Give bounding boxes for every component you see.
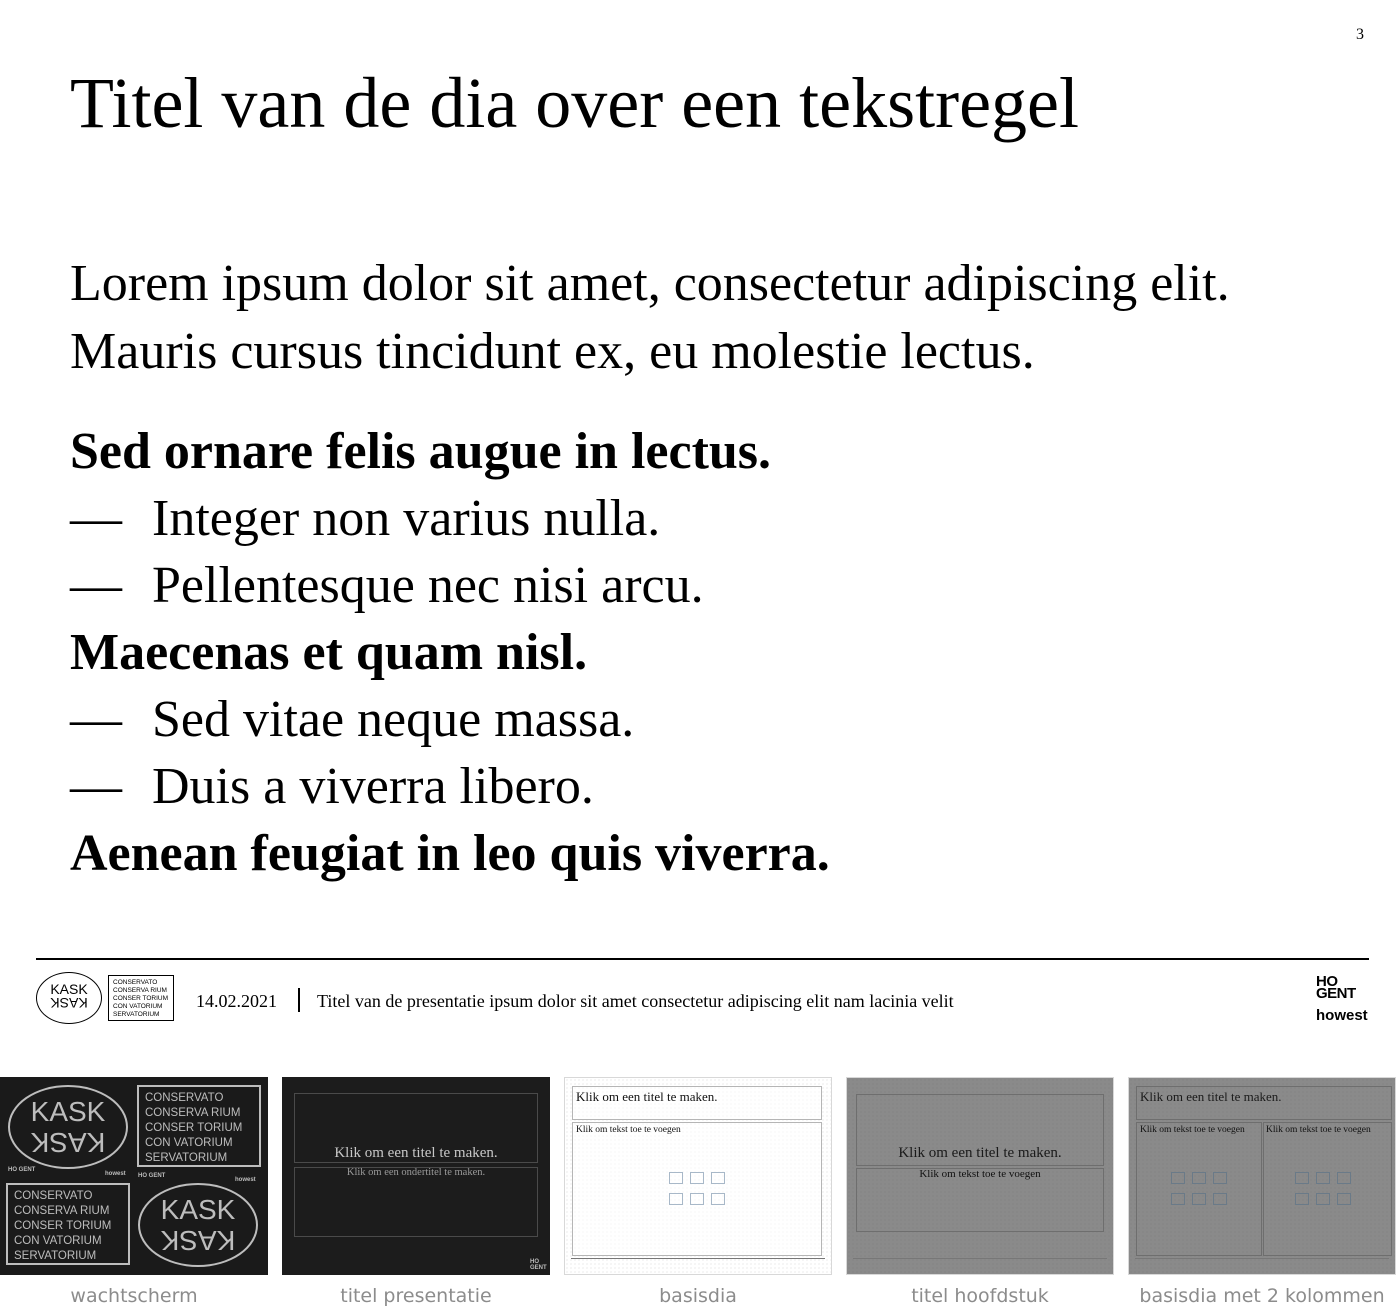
slide-intro[interactable]: Lorem ipsum dolor sit amet, consectetur adipiscing elit. Mauris cursus tincidunt ex, eu molestie lectus.: [70, 255, 1230, 380]
layout-thumbnail-titel-hoofdstuk[interactable]: [846, 1077, 1114, 1275]
bold-heading: Aenean feugiat in leo quis viverra.: [70, 825, 830, 882]
picture-icon: [669, 1193, 683, 1205]
placeholder-body-right: Klik om tekst toe te voegen: [1266, 1125, 1371, 1135]
smartart-icon: [1337, 1172, 1351, 1184]
mini-footer: [1135, 1258, 1389, 1270]
chart-icon: [1316, 1172, 1330, 1184]
placeholder-body: Klik om tekst toe te voegen: [576, 1125, 681, 1135]
bullet-item: — Integer non varius nulla.: [70, 485, 1330, 552]
bullet-item: — Sed vitae neque massa.: [70, 686, 1330, 753]
hogent-logo: HO GENT: [1316, 973, 1356, 1002]
bold-heading: Sed ornare felis augue in lectus.: [70, 423, 772, 480]
insert-content-icons: [1295, 1172, 1351, 1208]
placeholder-subtitle: Klik om een ondertitel te maken.: [346, 1167, 486, 1178]
footer-separator: [298, 988, 300, 1012]
hogent-logo: HO GENT: [8, 1167, 36, 1173]
slide-number: 3: [1356, 26, 1364, 43]
layout-thumbnail-basisdia[interactable]: [564, 1077, 832, 1275]
howest-logo: howest: [235, 1177, 256, 1183]
layout-label: wachtscherm: [70, 1285, 198, 1307]
conservatorium-logo: CONSERVATO CONSERVA RIUM CONSER TORIUM CON VATORIUM SERVATORIUM: [137, 1085, 261, 1167]
smartart-icon: [1213, 1172, 1227, 1184]
placeholder-body-left: Klik om tekst toe te voegen: [1140, 1125, 1245, 1135]
placeholder-body: Klik om tekst toe te voegen: [919, 1168, 1041, 1180]
dash-bullet: —: [70, 557, 122, 614]
conservatorium-logo: CONSERVATO CONSERVA RIUM CONSER TORIUM CON VATORIUM SERVATORIUM: [108, 975, 174, 1021]
kask-logo: KASK KASK: [138, 1183, 258, 1267]
bullet-item: — Pellentesque nec nisi arcu.: [70, 552, 1330, 619]
bullet-item: — Duis a viverra libero.: [70, 753, 1330, 820]
howest-logo: howest: [105, 1171, 126, 1177]
layout-label: titel hoofdstuk: [911, 1285, 1049, 1307]
howest-logo: howest: [1316, 1007, 1368, 1024]
footer-presentation-title: Titel van de presentatie ipsum dolor sit amet consectetur adipiscing elit nam lacinia velit: [317, 991, 954, 1011]
placeholder-title: Klik om een titel te maken.: [334, 1145, 498, 1161]
chart-icon: [690, 1172, 704, 1184]
layout-label: basisdia: [659, 1285, 737, 1307]
dash-bullet: —: [70, 758, 122, 815]
chart-icon: [1192, 1172, 1206, 1184]
layout-thumbnail-basisdia-2-kolommen[interactable]: [1128, 1077, 1396, 1275]
online-picture-icon: [1192, 1193, 1206, 1205]
video-icon: [711, 1193, 725, 1205]
footer-divider: [36, 958, 1369, 960]
table-icon: [669, 1172, 683, 1184]
mini-footer: [571, 1258, 825, 1270]
insert-content-icons: [1171, 1172, 1227, 1208]
placeholder-title: Klik om een titel te maken.: [898, 1145, 1062, 1161]
placeholder-title: Klik om een titel te maken.: [576, 1089, 718, 1104]
video-icon: [1213, 1193, 1227, 1205]
mini-footer: [853, 1258, 1107, 1270]
kask-logo: KASK KASK: [8, 1085, 128, 1169]
slide-title[interactable]: Titel van de dia over een tekstregel: [70, 63, 1080, 143]
insert-content-icons: [669, 1172, 725, 1208]
layout-thumbnail-titel-presentatie[interactable]: [282, 1077, 550, 1275]
kask-logo: KASK KASK: [36, 972, 102, 1024]
picture-icon: [1171, 1193, 1185, 1205]
layout-label: basisdia met 2 kolommen: [1139, 1285, 1385, 1307]
table-icon: [1171, 1172, 1185, 1184]
layout-label: titel presentatie: [340, 1285, 492, 1307]
placeholder-title: Klik om een titel te maken.: [1140, 1089, 1282, 1104]
hogent-logo: HO GENT: [530, 1259, 547, 1271]
bullet-list[interactable]: [70, 418, 1330, 887]
dash-bullet: —: [70, 490, 122, 547]
table-icon: [1295, 1172, 1309, 1184]
smartart-icon: [711, 1172, 725, 1184]
dash-bullet: —: [70, 691, 122, 748]
picture-icon: [1295, 1193, 1309, 1205]
bold-heading: Maecenas et quam nisl.: [70, 624, 588, 681]
video-icon: [1337, 1193, 1351, 1205]
layout-thumbnail-wachtscherm[interactable]: [0, 1077, 268, 1275]
hogent-logo: HO GENT: [138, 1173, 166, 1179]
online-picture-icon: [1316, 1193, 1330, 1205]
online-picture-icon: [690, 1193, 704, 1205]
footer-date: 14.02.2021: [196, 991, 277, 1011]
conservatorium-logo: CONSERVATO CONSERVA RIUM CONSER TORIUM CON VATORIUM SERVATORIUM: [6, 1183, 130, 1265]
